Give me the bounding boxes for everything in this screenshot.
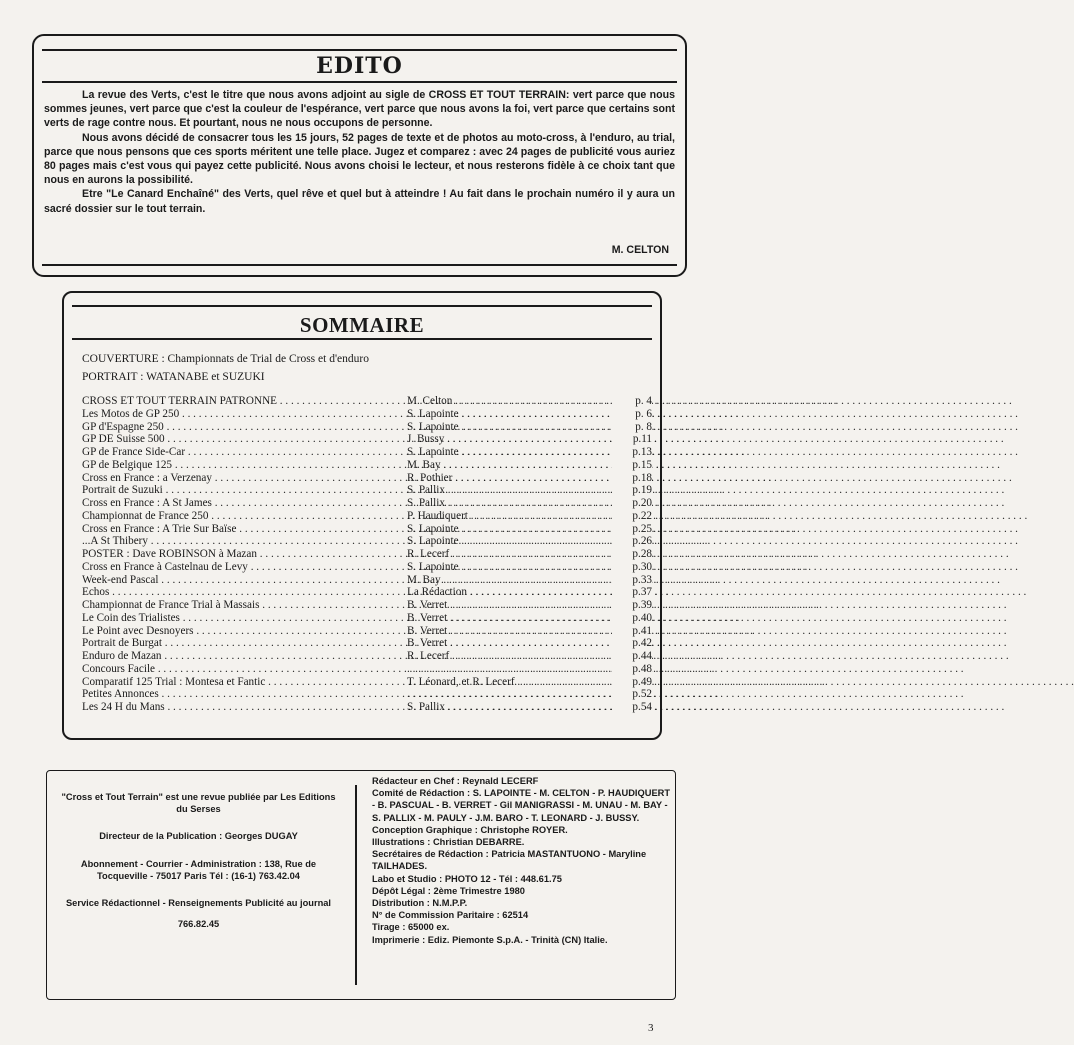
- edito-top-rule: [42, 49, 677, 51]
- edito-bottom-rule: [42, 264, 677, 266]
- toc-entry-title: Echos . . .: [82, 586, 404, 599]
- toc-entry-page: p. 8: [612, 421, 652, 434]
- toc-entry: [82, 408, 650, 421]
- toc-entry: [82, 421, 650, 434]
- toc-entry-page: p.28: [612, 548, 652, 561]
- toc-entry-page: p. 4: [612, 395, 652, 408]
- toc-entry: [82, 548, 650, 561]
- toc-entry-page: p.19: [612, 484, 652, 497]
- toc-entry: [82, 497, 650, 510]
- toc-entry: [82, 459, 650, 472]
- column-divider: [355, 785, 357, 985]
- toc-entry-page: p.39: [612, 599, 652, 612]
- staff-line: Comité de Rédaction : S. LAPOINTE - M. CELTON - P. HAUDIQUERT - B. PASCUAL - B. VERRET - Gil MANIGRASSI - M. UNAU - M. BAY - S. PALLIX - M. PAULY - J.M. BARO - T. LEONARD - J. BUSSY.: [372, 788, 671, 823]
- publisher-line: "Cross et Tout Terrain" est une revue publiée par Les Editions du Serses: [61, 792, 336, 815]
- toc-entry-page: p.48: [612, 663, 652, 676]
- toc-entry-author: S. Pallix . . .: [407, 701, 612, 714]
- toc-entry-title: Les Motos de GP 250 . . .: [82, 408, 404, 421]
- toc-entry-title: Week-end Pascal . . .: [82, 574, 404, 587]
- toc-entry-author: [407, 688, 612, 701]
- toc-entry-title: Le Coin des Trialistes . . .: [82, 612, 404, 625]
- toc-entry-page: p.42: [612, 637, 652, 650]
- masthead-box: [46, 770, 676, 1000]
- toc-entry-title: Le Point avec Desnoyers . . .: [82, 625, 404, 638]
- toc-entry: [82, 395, 650, 408]
- toc-entry: [82, 535, 650, 548]
- toc-entry-page: p.44: [612, 650, 652, 663]
- toc-entry-author: S. Lapointe . . .: [407, 421, 612, 434]
- toc-entry-author: B. Verret . . .: [407, 599, 612, 612]
- toc-entry: [82, 676, 650, 689]
- toc-entry: [82, 574, 650, 587]
- edito-paragraph: Etre "Le Canard Enchaîné" des Verts, quel rêve et quel but à atteindre ! Au fait dans le prochain numéro il y aura un sacré dossier sur le tout terrain.: [44, 188, 675, 215]
- toc-entry: [82, 586, 650, 599]
- toc-entry-title: Les 24 H du Mans . . .: [82, 701, 404, 714]
- toc-entry: [82, 612, 650, 625]
- toc-entry-author: P. Haudiquert . . .: [407, 510, 612, 523]
- toc-entry-author: B. Verret . . .: [407, 625, 612, 638]
- toc-entry-title: Cross en France : A Trie Sur Baïse . . .: [82, 523, 404, 536]
- sommaire-box: [62, 291, 662, 740]
- toc-entry: [82, 510, 650, 523]
- advertising-line: Service Rédactionnel - Renseignements Publicité au journal: [65, 898, 332, 909]
- toc-entry-author: S. Pallix . . .: [407, 484, 612, 497]
- director-line: Directeur de la Publication : Georges DUGAY: [99, 831, 298, 842]
- toc-entry-page: p.18: [612, 472, 652, 485]
- subscription-line: Abonnement - Courrier - Administration : 138, Rue de Tocqueville - 75017 Paris Tél : (16-1) 763.42.04: [80, 858, 317, 881]
- toc-entry-page: p.13: [612, 446, 652, 459]
- toc-entry-page: p.37: [612, 586, 652, 599]
- toc-entry-author: J. Bussy . . .: [407, 433, 612, 446]
- toc-entry: [82, 472, 650, 485]
- toc-entry-author: B. Verret . . .: [407, 637, 612, 650]
- toc-entry-page: p.30: [612, 561, 652, 574]
- toc-entry-title: Portrait de Suzuki . . .: [82, 484, 404, 497]
- toc-entry-page: p.20: [612, 497, 652, 510]
- toc-entry-page: p.49: [612, 676, 652, 689]
- toc-entry-author: S. Lapointe . . .: [407, 446, 612, 459]
- toc-entry-page: p.52: [612, 688, 652, 701]
- toc-entry: [82, 701, 650, 714]
- toc-entry-author: T. Léonard, et R. Lecerf . . .: [407, 676, 612, 689]
- table-of-contents: [82, 395, 650, 714]
- toc-entry-title: Enduro de Mazan . . .: [82, 650, 404, 663]
- edito-paragraph: La revue des Verts, c'est le titre que nous avons adjoint au sigle de CROSS ET TOUT TERRAIN: vert parce que nous sommes jeunes, vert parce que c'est la couleur de l'espérance, vert parce que nous avons la foi, vert parce que certains sont verts de rage contre nous. Et pourtant, nous ne nous occupons de personne.: [44, 89, 675, 130]
- toc-entry-author: R. Lecerf . . .: [407, 650, 612, 663]
- staff-line: Distribution : N.M.P.P.: [372, 898, 468, 909]
- staff-line: Imprimerie : Ediz. Piemonte S.p.A. - Trinità (CN) Italie.: [372, 934, 608, 945]
- advertising-phone: 766.82.45: [177, 919, 220, 930]
- toc-entry-title: Portrait de Burgat . . .: [82, 637, 404, 650]
- toc-entry-page: p. 6: [612, 408, 652, 421]
- toc-entry-title: CROSS ET TOUT TERRAIN PATRONNE . . .: [82, 395, 404, 408]
- publisher-info: [61, 791, 336, 945]
- toc-entry-author: R. Lecerf . . .: [407, 548, 612, 561]
- sommaire-top-rule: [72, 305, 652, 307]
- toc-entry: [82, 650, 650, 663]
- edito-signature: M. CELTON: [611, 244, 669, 256]
- toc-entry-page: p.41: [612, 625, 652, 638]
- toc-entry-author: S. Pallix . . .: [407, 497, 612, 510]
- toc-entry: [82, 625, 650, 638]
- edito-title-rule: [42, 81, 677, 83]
- toc-entry-title: POSTER : Dave ROBINSON à Mazan . . .: [82, 548, 404, 561]
- staff-line: Dépôt Légal : 2ème Trimestre 1980: [372, 885, 525, 896]
- staff-line: Secrétaires de Rédaction : Patricia MASTANTUONO - Maryline TAILHADES.: [372, 849, 647, 872]
- toc-entry-page: p.40: [612, 612, 652, 625]
- staff-line: Conception Graphique : Christophe ROYER.: [372, 824, 568, 835]
- staff-line: Labo et Studio : PHOTO 12 - Tél : 448.61.75: [372, 873, 562, 884]
- toc-entry-author: [407, 663, 612, 676]
- toc-entry-page: p.11: [612, 433, 652, 446]
- toc-entry-page: p.33: [612, 574, 652, 587]
- toc-entry-page: p.54: [612, 701, 652, 714]
- toc-entry: [82, 663, 650, 676]
- toc-entry-author: M. Bay . . .: [407, 574, 612, 587]
- toc-entry-title: Cross en France : a Verzenay . . .: [82, 472, 404, 485]
- staff-line: N° de Commission Paritaire : 62514: [372, 910, 529, 921]
- edito-paragraph: Nous avons décidé de consacrer tous les 15 jours, 52 pages de texte et de photos au moto-cross, à l'enduro, au trial, parce que nous pensons que ces sports méritent une telle place. Jugez et comparez : avec 24 pages de publicité vous auriez 80 pages mais c'est vous qui payez cette publicité. Nous avons choisi le lecteur, et nous resterons fidèle à ce choix tant que nous en aurons la possibilité.: [44, 131, 675, 187]
- toc-entry-page: p.26: [612, 535, 652, 548]
- edito-body: [44, 88, 675, 216]
- toc-entry-title: GP d'Espagne 250 . . .: [82, 421, 404, 434]
- toc-entry: [82, 484, 650, 497]
- toc-entry-title: Cross en France : A St James . . .: [82, 497, 404, 510]
- toc-entry: [82, 523, 650, 536]
- toc-entry-page: p.15: [612, 459, 652, 472]
- staff-line: Illustrations : Christian DEBARRE.: [372, 837, 525, 848]
- edito-title: EDITO: [316, 53, 403, 79]
- toc-entry-title: Petites Annonces . . .: [82, 688, 404, 701]
- toc-entry: [82, 599, 650, 612]
- toc-entry-author: S. Lapointe . . .: [407, 561, 612, 574]
- toc-entry: [82, 688, 650, 701]
- sommaire-title-rule: [72, 338, 652, 340]
- toc-entry-title: Championnat de France Trial à Massais . . .: [82, 599, 404, 612]
- toc-entry-title: ...A St Thibery . . .: [82, 535, 404, 548]
- toc-entry-author: S. Lapointe . . .: [407, 523, 612, 536]
- toc-entry-title: Championnat de France 250 . . .: [82, 510, 404, 523]
- toc-entry-author: S. Lapointe . . .: [407, 535, 612, 548]
- toc-entry-page: p.25: [612, 523, 652, 536]
- toc-entry: [82, 446, 650, 459]
- editorial-staff: [372, 775, 672, 946]
- edito-box: [32, 34, 687, 277]
- toc-entry-author: B. Verret . . .: [407, 612, 612, 625]
- toc-entry-title: Comparatif 125 Trial : Montesa et Fantic . . .: [82, 676, 404, 689]
- page-number: 3: [648, 1022, 654, 1034]
- toc-entry-author: M. Bay . . .: [407, 459, 612, 472]
- toc-entry-title: Concours Facile . . .: [82, 663, 404, 676]
- toc-entry-title: GP de France Side-Car . . .: [82, 446, 404, 459]
- toc-entry-author: R. Pothier . . .: [407, 472, 612, 485]
- toc-entry: [82, 561, 650, 574]
- toc-entry-title: GP de Belgique 125 . . .: [82, 459, 404, 472]
- staff-line: Rédacteur en Chef : Reynald LECERF: [372, 776, 539, 786]
- toc-entry-title: Cross en France à Castelnau de Levy . . .: [82, 561, 404, 574]
- toc-entry-title: GP DE Suisse 500 . . .: [82, 433, 404, 446]
- sommaire-title: SOMMAIRE: [299, 313, 425, 337]
- toc-entry-author: M. Celton . . .: [407, 395, 612, 408]
- toc-entry: [82, 637, 650, 650]
- toc-entry: [82, 433, 650, 446]
- staff-line: Tirage : 65000 ex.: [372, 922, 450, 933]
- toc-entry-page: p.22: [612, 510, 652, 523]
- toc-entry-author: S. Lapointe . . .: [407, 408, 612, 421]
- sommaire-couverture: COUVERTURE : Championnats de Trial de Cross et d'enduro: [82, 353, 369, 365]
- toc-entry-author: La Rédaction . . .: [407, 586, 612, 599]
- sommaire-portrait: PORTRAIT : WATANABE et SUZUKI: [82, 371, 265, 383]
